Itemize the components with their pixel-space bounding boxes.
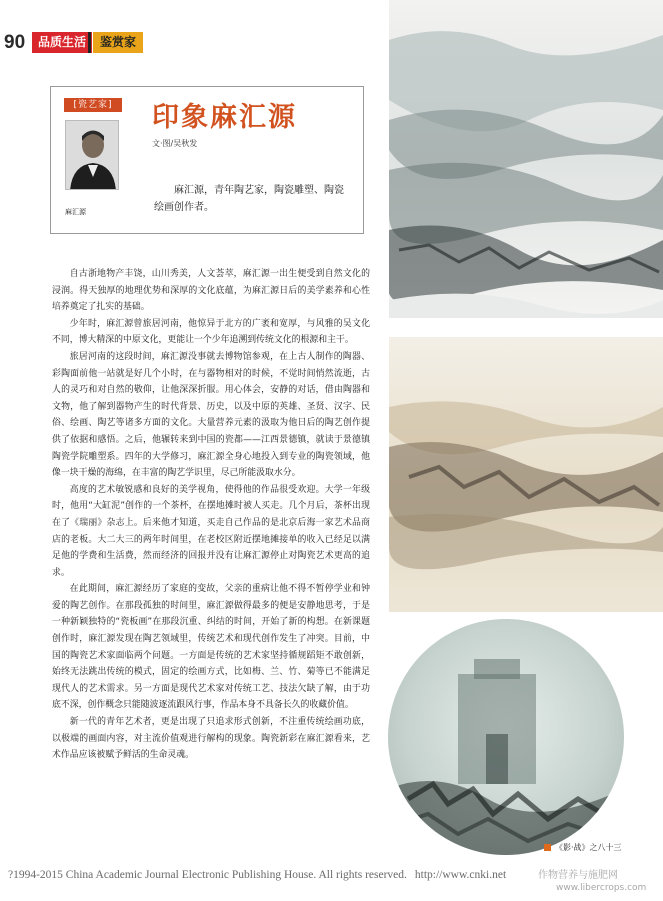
category-badge: 品质生活 — [32, 32, 92, 53]
body-paragraph: 在此期间，麻汇源经历了家庭的变故，父亲的重病让他不得不暂停学业和钟爱的陶艺创作。在那段孤独的时间里，麻汇源做得最多的便是安静地思考，于是一种新颖独特的“瓷板画”在那段沉重、纠结的时间，开始了新的构想。在新课题创作时，麻汇源发现在陶艺领域里，传统艺术和现代创作发生了冲突。目前，中国的陶瓷艺术家面临两个问题。一方面是传统的艺术家坚持循规蹈矩不敢创新，始终无法跳出传统的模式，固定的绘画方式，比如梅、兰、竹、菊等已不能满足现代人的艺术需求。另一方面是现代艺术家对传统工艺、技法欠缺了解，由于功底不深，创作概念只能随波逐流跟风行事，作品本身不具备长久的收藏价值。 — [52, 584, 370, 711]
article-title-box — [50, 86, 364, 234]
artwork-landscape-middle — [389, 337, 663, 612]
subcategory-badge: 鉴赏家 — [93, 32, 143, 53]
body-paragraph: 旅居河南的这段时间，麻汇源没事就去博物馆参观，在上古人制作的陶器、彩陶面前他一站就是好几个小时，在与器物相对的时候，不觉时间悄然流逝，古人的灵巧和对自然的敬仰，让他深深折服。用心体会，安静的对话，借由陶器和文物，他了解到器物产生的时代背景、历史，以及中原的英雄、圣贤、汉字、民俗、绘画、陶艺等诸多方面的文化。大量营养元素的汲取为他日后的陶艺创作提供了依据和感悟。之后，他辗转来到中国的瓷都——江西景德镇，就读于景德镇陶瓷学院雕塑系。四年的大学修习，麻汇源全身心地投入到专业的陶瓷领域，他像一块干燥的海绵，在丰富的陶艺学识里，尽己所能汲取水分。 — [52, 351, 370, 479]
watermark-url: www.libercrops.com — [556, 883, 647, 893]
artwork-landscape-top — [389, 0, 663, 318]
article-title: 印象麻汇源 — [152, 102, 297, 133]
intro-text: 麻汇源，青年陶艺家，陶瓷雕塑、陶瓷绘画创作者。 — [154, 185, 344, 213]
body-paragraph: 自古浙地物产丰饶，山川秀美，人文荟萃，麻汇源一出生便受到自然文化的浸润。得天独厚的地理优势和深厚的文化底蕴，为麻汇源日后的美学素养和心性培养奠定了扎实的基础。 — [52, 269, 370, 313]
artwork-circular-plate — [388, 619, 624, 855]
page-header — [0, 30, 400, 56]
author-photo — [65, 120, 119, 190]
page-number: 90 — [4, 32, 26, 53]
column-tag: [瓷艺家] — [64, 98, 122, 112]
body-paragraph: 少年时，麻汇源曾旅居河南，他惊异于北方的广袤和宽厚，与风雅的吴文化不同，博大精深的中原文化，更能让一个少年追溯到传统文化的根源和主干。 — [52, 318, 370, 346]
copyright-text: ?1994-2015 China Academic Journal Electronic Publishing House. All rights reserved. — [8, 869, 407, 881]
header-divider — [88, 32, 91, 53]
caption-marker-icon — [544, 844, 551, 851]
photo-caption: 麻汇源 — [65, 208, 86, 216]
artwork-caption-text: 《影·战》之八十三 — [555, 843, 622, 852]
watermark-text: 作物营养与施肥网 — [538, 870, 618, 881]
page-footer — [8, 869, 506, 881]
footer-url[interactable]: http://www.cnki.net — [414, 869, 507, 881]
artwork-caption — [544, 842, 622, 853]
article-body — [52, 266, 370, 764]
byline: 文·图/吴秋发 — [152, 139, 198, 148]
body-paragraph: 新一代的青年艺术者，更是出现了只追求形式创新，不注重传统绘画功底，以极端的画面内容，对主流价值观进行解构的现象。陶瓷新彩在麻汇源看来，艺术作品应该被赋予鲜活的生命灵魂。 — [52, 717, 370, 761]
body-paragraph: 高度的艺术敏锐感和良好的美学视角，使得他的作品很受欢迎。大学一年级时，他用“大缸泥”创作的一个茶杯，在摆地摊时被人买走。几个月后，茶杯出现在了《瑞丽》杂志上。后来他才知道，买走自己作品的是北京后海一家艺术品商店的老板。大二大三的两年时间里，在老校区附近摆地摊接单的收入已经足以满足他的学费和生活费，然而经济的回报并没有让麻汇源停止对陶瓷艺术更高的追求。 — [52, 484, 370, 578]
